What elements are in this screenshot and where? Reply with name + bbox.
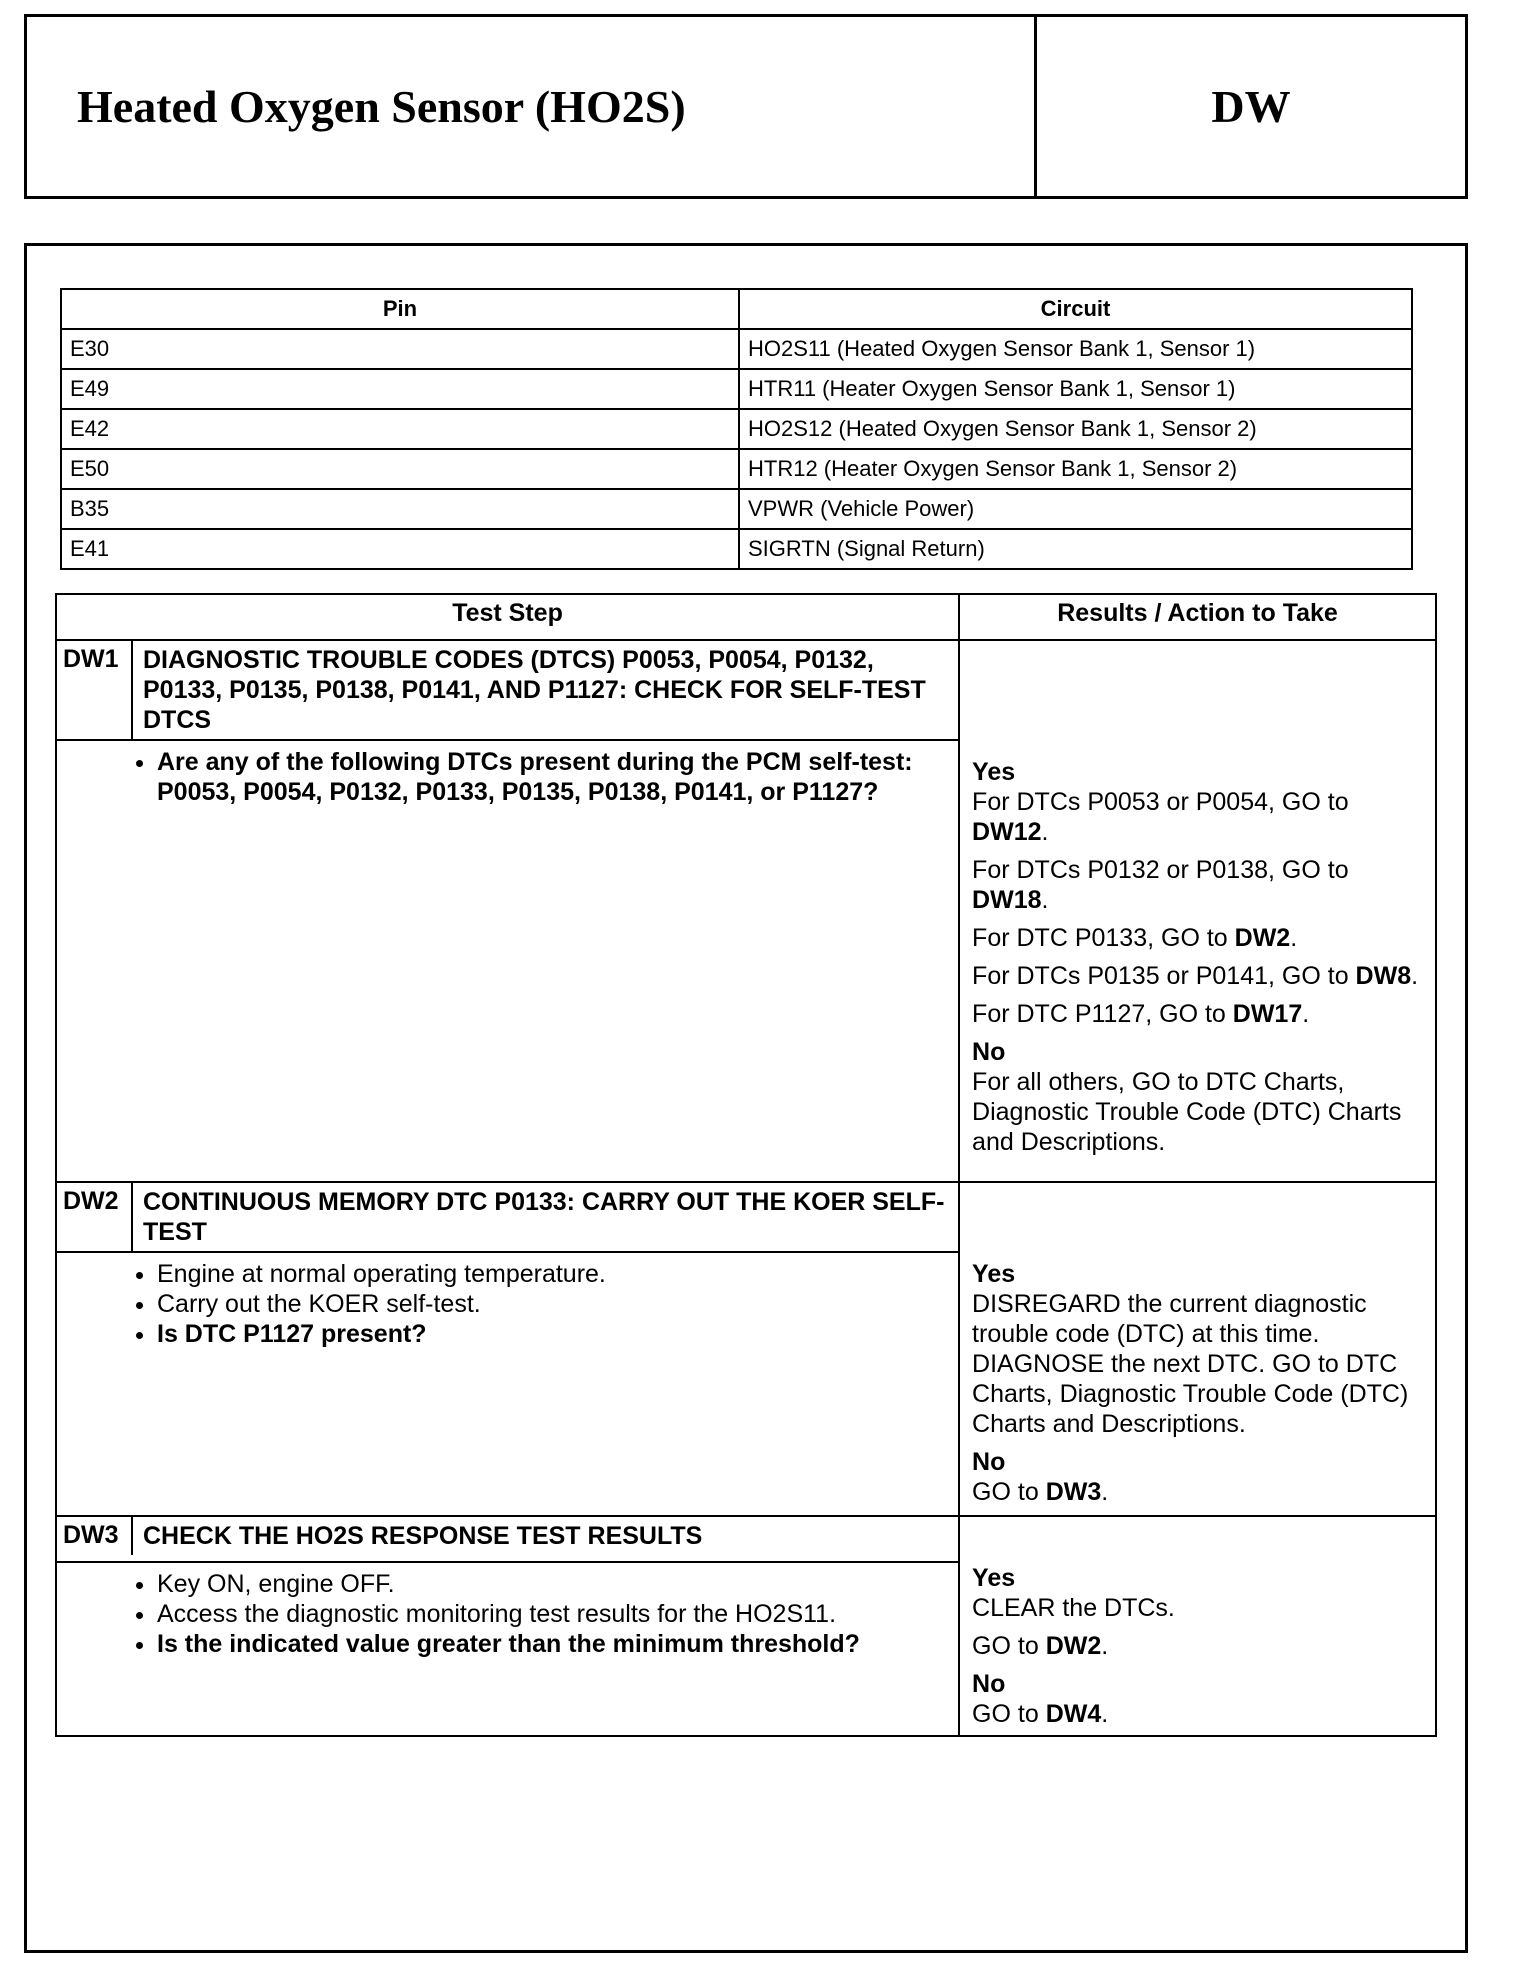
- no-label: No: [972, 1038, 1006, 1066]
- result-line: For DTC P0133, GO to DW2.: [972, 924, 1298, 952]
- circuit-cell: VPWR (Vehicle Power): [739, 489, 1412, 529]
- no-label: No: [972, 1448, 1006, 1476]
- pin-cell: E50: [61, 449, 739, 489]
- circuit-cell: HTR11 (Heater Oxygen Sensor Bank 1, Sensor 1): [739, 369, 1412, 409]
- step-header-cell: [56, 1182, 959, 1252]
- result-line: CLEAR the DTCs.: [972, 1594, 1175, 1622]
- pin-cell: E30: [61, 329, 739, 369]
- result-line: GO to DW4.: [972, 1700, 1109, 1728]
- step-body-cell: [56, 1562, 959, 1736]
- step-title-row: [56, 1516, 1436, 1562]
- pin-circuit-table: [60, 288, 1413, 570]
- table-row: [61, 489, 1412, 529]
- step-bullet: • Access the diagnostic monitoring test results for the HO2S11.: [157, 1599, 948, 1629]
- no-label: No: [972, 1670, 1006, 1698]
- step-header-cell: [56, 1516, 959, 1562]
- pin-cell: E42: [61, 409, 739, 449]
- column-header-pin: Pin: [61, 289, 739, 329]
- step-id: DW3: [57, 1517, 133, 1555]
- pin-cell: E49: [61, 369, 739, 409]
- step-header-cell: [56, 640, 959, 740]
- result-line: For DTCs P0053 or P0054, GO to DW12.: [972, 788, 1349, 846]
- result-line: For DTCs P0132 or P0138, GO to DW18.: [972, 856, 1349, 914]
- section-code: DW: [1211, 81, 1291, 132]
- pin-cell: B35: [61, 489, 739, 529]
- test-step-table: [55, 593, 1437, 1737]
- page-header: [24, 14, 1468, 199]
- result-cell: [959, 1182, 1436, 1516]
- result-line: For DTCs P0135 or P0141, GO to DW8.: [972, 962, 1419, 990]
- step-bullet: • Is DTC P1127 present?: [157, 1319, 948, 1349]
- result-line: GO to DW2.: [972, 1632, 1109, 1660]
- table-row: [61, 329, 1412, 369]
- column-header-circuit: Circuit: [739, 289, 1412, 329]
- circuit-cell: HO2S11 (Heated Oxygen Sensor Bank 1, Sensor 1): [739, 329, 1412, 369]
- step-bullet: • Key ON, engine OFF.: [157, 1569, 948, 1599]
- step-title: DIAGNOSTIC TROUBLE CODES (DTCS) P0053, P0054, P0132, P0133, P0135, P0138, P0141, AND P1127: CHECK FOR SELF-TEST DTCS: [143, 646, 926, 734]
- result-line: For DTC P1127, GO to DW17.: [972, 1000, 1310, 1028]
- step-bullet: • Carry out the KOER self-test.: [157, 1289, 948, 1319]
- step-bullet: • Engine at normal operating temperature.: [157, 1259, 948, 1289]
- step-body-cell: [56, 1252, 959, 1516]
- step-bullet: • Is the indicated value greater than the minimum threshold?: [157, 1629, 948, 1659]
- yes-label: Yes: [972, 1564, 1016, 1592]
- step-title-row: [56, 1182, 1436, 1252]
- yes-label: Yes: [972, 1260, 1016, 1288]
- table-row: [61, 529, 1412, 569]
- table-row: [61, 369, 1412, 409]
- step-body-cell: [56, 740, 959, 1182]
- yes-label: Yes: [972, 758, 1016, 786]
- result-line: GO to DW3.: [972, 1478, 1109, 1506]
- step-id: DW2: [57, 1183, 133, 1251]
- column-header-results: Results / Action to Take: [959, 594, 1436, 640]
- table-row: [61, 409, 1412, 449]
- table-row: [61, 449, 1412, 489]
- circuit-cell: HO2S12 (Heated Oxygen Sensor Bank 1, Sensor 2): [739, 409, 1412, 449]
- circuit-cell: SIGRTN (Signal Return): [739, 529, 1412, 569]
- result-line: DISREGARD the current diagnostic trouble code (DTC) at this time. DIAGNOSE the next DTC. GO to DTC Charts, Diagnostic Trouble Code (DTC) Charts and Descriptions.: [972, 1290, 1409, 1438]
- step-title: CHECK THE HO2S RESPONSE TEST RESULTS: [143, 1522, 703, 1550]
- step-id: DW1: [57, 641, 133, 739]
- table-header-row: [56, 594, 1436, 640]
- column-header-test-step: Test Step: [56, 594, 959, 640]
- step-bullet: • Are any of the following DTCs present during the PCM self-test: P0053, P0054, P0132, P0133, P0135, P0138, P0141, or P1127?: [157, 747, 948, 807]
- page-title: Heated Oxygen Sensor (HO2S): [27, 17, 1037, 196]
- step-title-row: [56, 640, 1436, 740]
- result-cell: [959, 1516, 1436, 1736]
- circuit-cell: HTR12 (Heater Oxygen Sensor Bank 1, Sensor 2): [739, 449, 1412, 489]
- result-line: For all others, GO to DTC Charts, Diagnostic Trouble Code (DTC) Charts and Descriptions.: [972, 1068, 1402, 1156]
- result-cell: [959, 640, 1436, 1182]
- pin-cell: E41: [61, 529, 739, 569]
- step-title: CONTINUOUS MEMORY DTC P0133: CARRY OUT THE KOER SELF-TEST: [143, 1188, 945, 1246]
- table-header-row: [61, 289, 1412, 329]
